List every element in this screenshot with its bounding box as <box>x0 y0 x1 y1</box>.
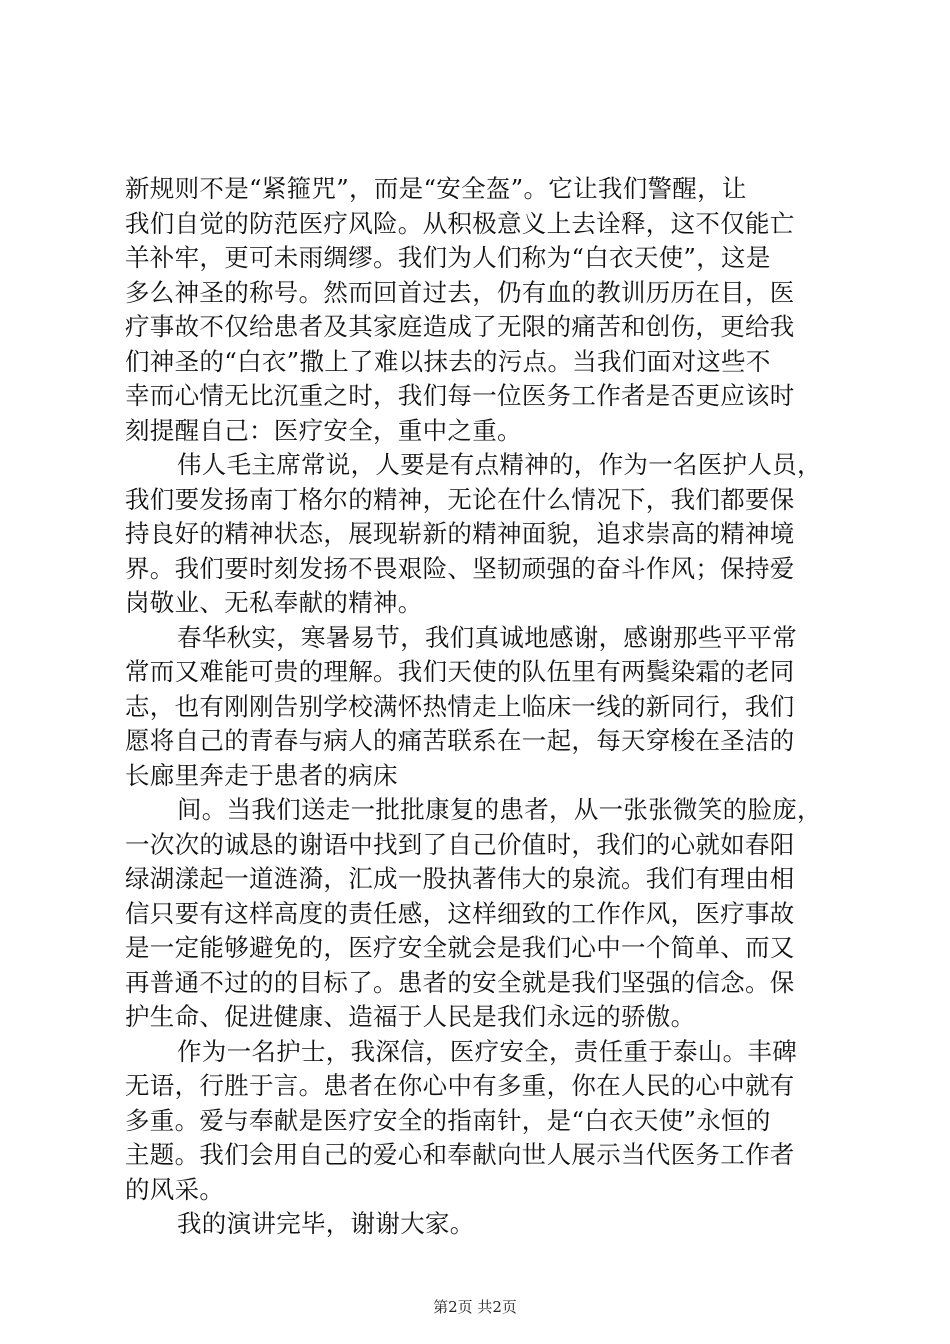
text-line: 再普通不过的的目标了。患者的安全就是我们坚强的信念。保 <box>125 967 795 997</box>
text-line: 疗事故不仅给患者及其家庭造成了无限的痛苦和创伤，更给我 <box>125 312 795 341</box>
paragraph <box>125 1207 835 1242</box>
text-line: 界。我们要时刻发扬不畏艰险、坚韧顽强的奋斗作风；保持爱 <box>125 553 795 583</box>
text-line: 无语，行胜于言。患者在你心中有多重，你在人民的心中就有 <box>125 1071 795 1100</box>
paragraph <box>125 1035 835 1208</box>
text-line: 护生命、促进健康、造福于人民是我们永远的骄傲。 <box>125 1002 696 1031</box>
text-line: 作为一名护士，我深信，医疗安全，责任重于泰山。丰碑 <box>177 1036 797 1066</box>
text-line: 主题。我们会用自己的爱心和奉献向世人展示当代医务工作者 <box>125 1140 795 1169</box>
text-line: 一次次的诚恳的谢语中找到了自己价值时，我们的心就如春阳 <box>125 829 795 859</box>
text-line: 我们要发扬南丁格尔的精神，无论在什么情况下，我们都要保 <box>125 484 795 514</box>
text-line: 新规则不是“紧箍咒”，而是“安全盔”。它让我们警醒，让 <box>125 174 747 203</box>
paragraph <box>125 793 835 1035</box>
text-line: 愿将自己的青春与病人的痛苦联系在一起，每天穿梭在圣洁的 <box>125 726 795 755</box>
text-line: 常而又难能可贵的理解。我们天使的队伍里有两鬓染霜的老同 <box>125 657 795 686</box>
speech-body <box>125 172 835 1242</box>
text-line: 羊补牢，更可未雨绸缪。我们为人们称为“白衣天使”，这是 <box>125 243 771 272</box>
paragraph <box>125 448 835 621</box>
text-line: 幸而心情无比沉重之时，我们每一位医务工作者是否更应该时 <box>125 381 795 410</box>
text-line: 伟人毛主席常说，人要是有点精神的，作为一名医护人员， <box>177 450 822 479</box>
text-line: 多么神圣的称号。然而回首过去，仍有血的教训历历在目，医 <box>125 277 795 307</box>
text-line: 多重。爱与奉献是医疗安全的指南针，是“白衣天使”永恒的 <box>125 1105 771 1135</box>
paragraph <box>125 172 835 448</box>
paragraph <box>125 621 835 794</box>
text-line: 长廊里奔走于患者的病床 <box>125 760 398 790</box>
text-line: 绿湖漾起一道涟漪，汇成一股执著伟大的泉流。我们有理由相 <box>125 864 795 893</box>
page-footer: 第2页 共2页 <box>433 1298 517 1316</box>
text-line: 春华秋实，寒暑易节，我们真诚地感谢，感谢那些平平常 <box>177 622 797 652</box>
text-line: 我的演讲完毕，谢谢大家。 <box>177 1209 475 1238</box>
text-line: 持良好的精神状态，展现崭新的精神面貌，追求崇高的精神境 <box>125 519 795 548</box>
text-line: 信只要有这样高度的责任感，这样细致的工作作风，医疗事故 <box>125 898 795 928</box>
text-line: 的风采。 <box>125 1174 225 1204</box>
text-line: 刻提醒自己：医疗安全，重中之重。 <box>125 415 522 445</box>
text-line: 们神圣的“白衣”撒上了难以抹去的污点。当我们面对这些不 <box>125 346 771 376</box>
text-line: 我们自觉的防范医疗风险。从积极意义上去诠释，这不仅能亡 <box>125 208 795 238</box>
text-line: 是一定能够避免的，医疗安全就会是我们心中一个简单、而又 <box>125 933 795 962</box>
text-line: 岗敬业、无私奉献的精神。 <box>125 588 423 617</box>
text-line: 志，也有刚刚告别学校满怀热情走上临床一线的新同行，我们 <box>125 691 795 721</box>
text-line: 间。当我们送走一批批康复的患者，从一张张微笑的脸庞， <box>177 795 822 824</box>
